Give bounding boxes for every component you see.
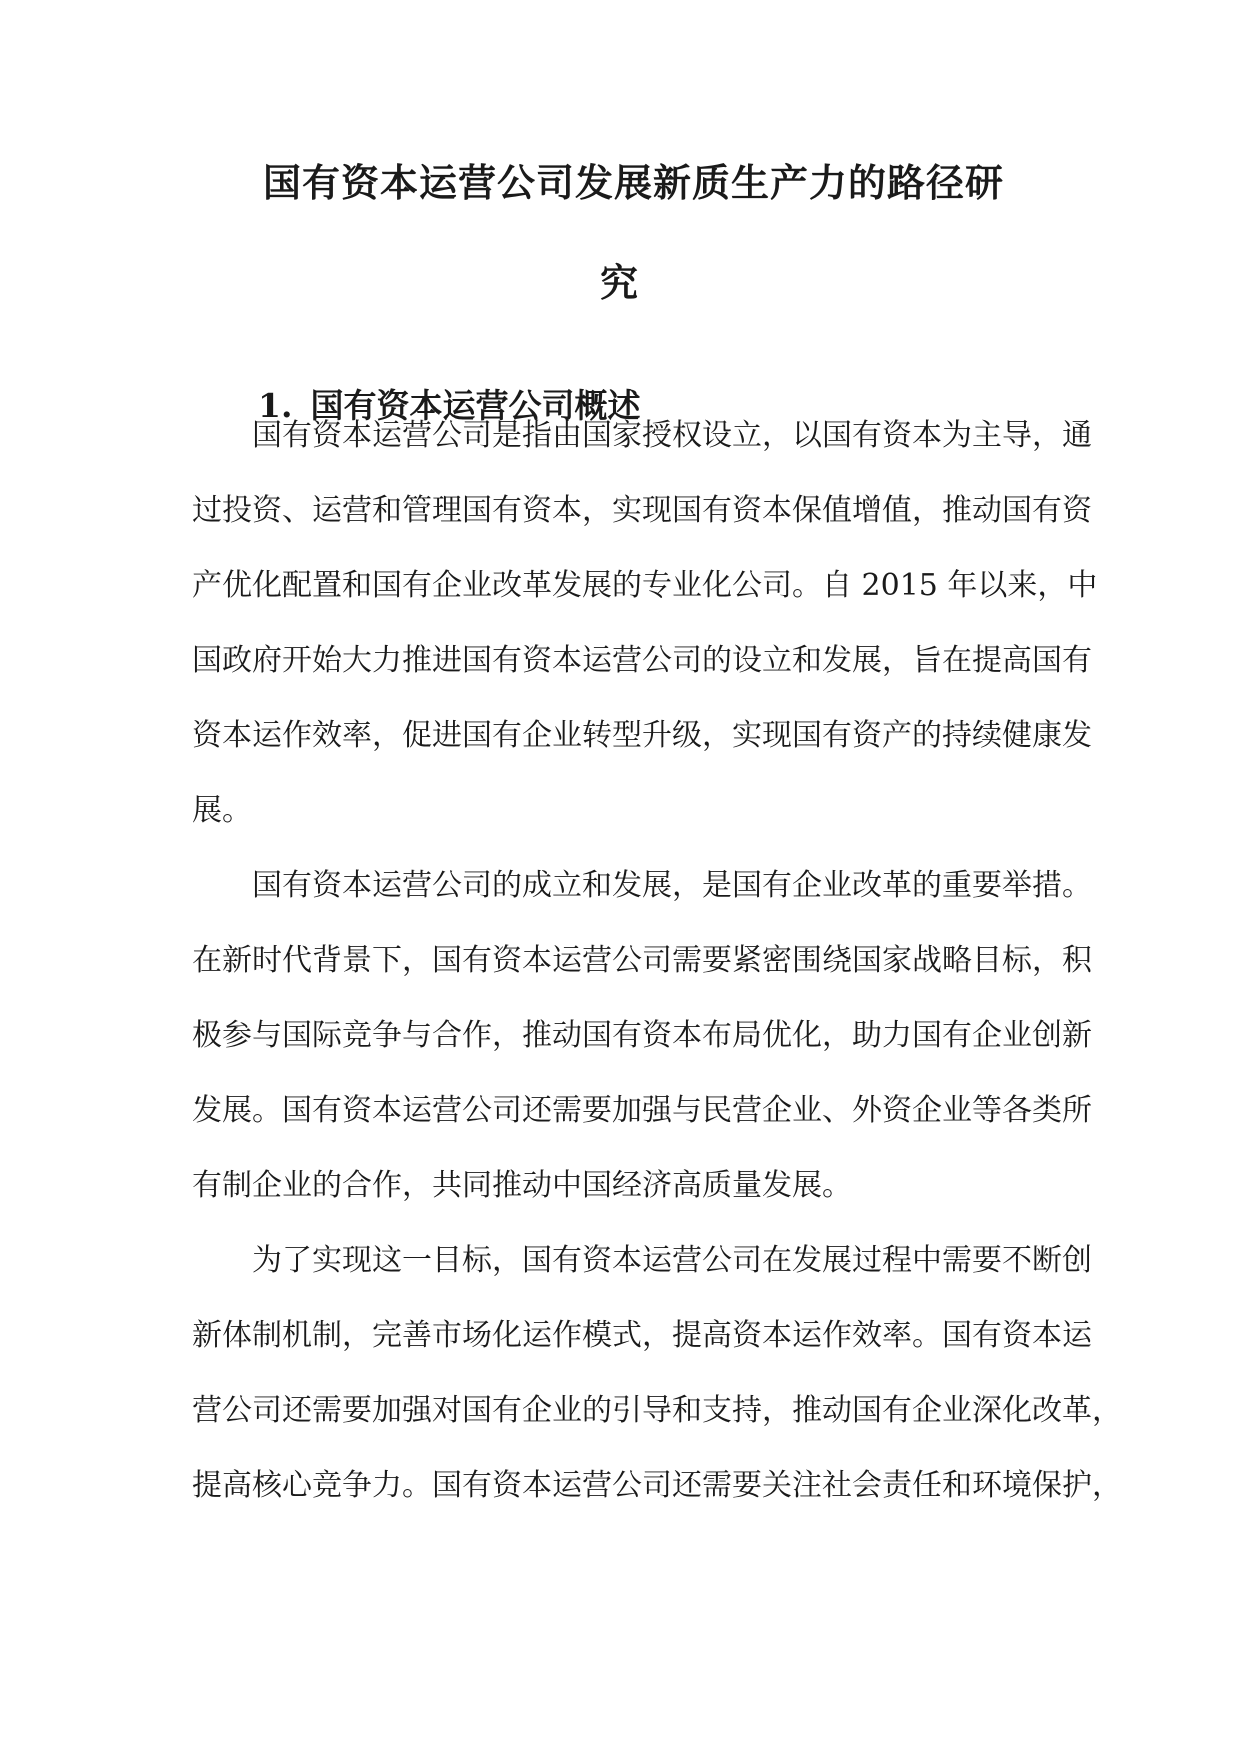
body-line: 国政府开始大力推进国有资本运营公司的设立和发展，旨在提高国有 [192, 643, 1092, 678]
body-line: 营公司还需要加强对国有企业的引导和支持，推动国有企业深化改革， [192, 1393, 1122, 1428]
body-line: 资本运作效率，促进国有企业转型升级，实现国有资产的持续健康发 [192, 718, 1092, 753]
body-paragraphs [192, 398, 1122, 1523]
body-line: 国有资本运营公司是指由国家授权设立，以国有资本为主导，通 [192, 418, 1092, 453]
body-line: 在新时代背景下，国有资本运营公司需要紧密围绕国家战略目标，积 [192, 943, 1092, 978]
body-line: 过投资、运营和管理国有资本，实现国有资本保值增值，推动国有资 [192, 493, 1092, 528]
document-title-line-1: 国有资本运营公司发展新质生产力的路径研 [263, 160, 1005, 205]
body-line: 提高核心竞争力。国有资本运营公司还需要关注社会责任和环境保护， [192, 1468, 1122, 1503]
body-line: 为了实现这一目标，国有资本运营公司在发展过程中需要不断创 [192, 1243, 1092, 1278]
section-title: 国有资本运营公司概述 [310, 386, 641, 425]
body-line: 极参与国际竞争与合作，推动国有资本布局优化，助力国有企业创新 [192, 1018, 1092, 1053]
body-line: 有制企业的合作，共同推动中国经济高质量发展。 [192, 1168, 852, 1203]
body-line: 产优化配置和国有企业改革发展的专业化公司。自 2015 年以来，中 [192, 568, 1098, 603]
body-line: 国有资本运营公司的成立和发展，是国有企业改革的重要举措。 [192, 868, 1092, 903]
document-title-line-2: 究 [600, 260, 640, 305]
body-line: 展。 [192, 793, 252, 828]
section-number: 1. [258, 386, 293, 425]
body-line: 新体制机制，完善市场化运作模式，提高资本运作效率。国有资本运 [192, 1318, 1092, 1353]
body-line: 发展。国有资本运营公司还需要加强与民营企业、外资企业等各类所 [192, 1093, 1092, 1128]
